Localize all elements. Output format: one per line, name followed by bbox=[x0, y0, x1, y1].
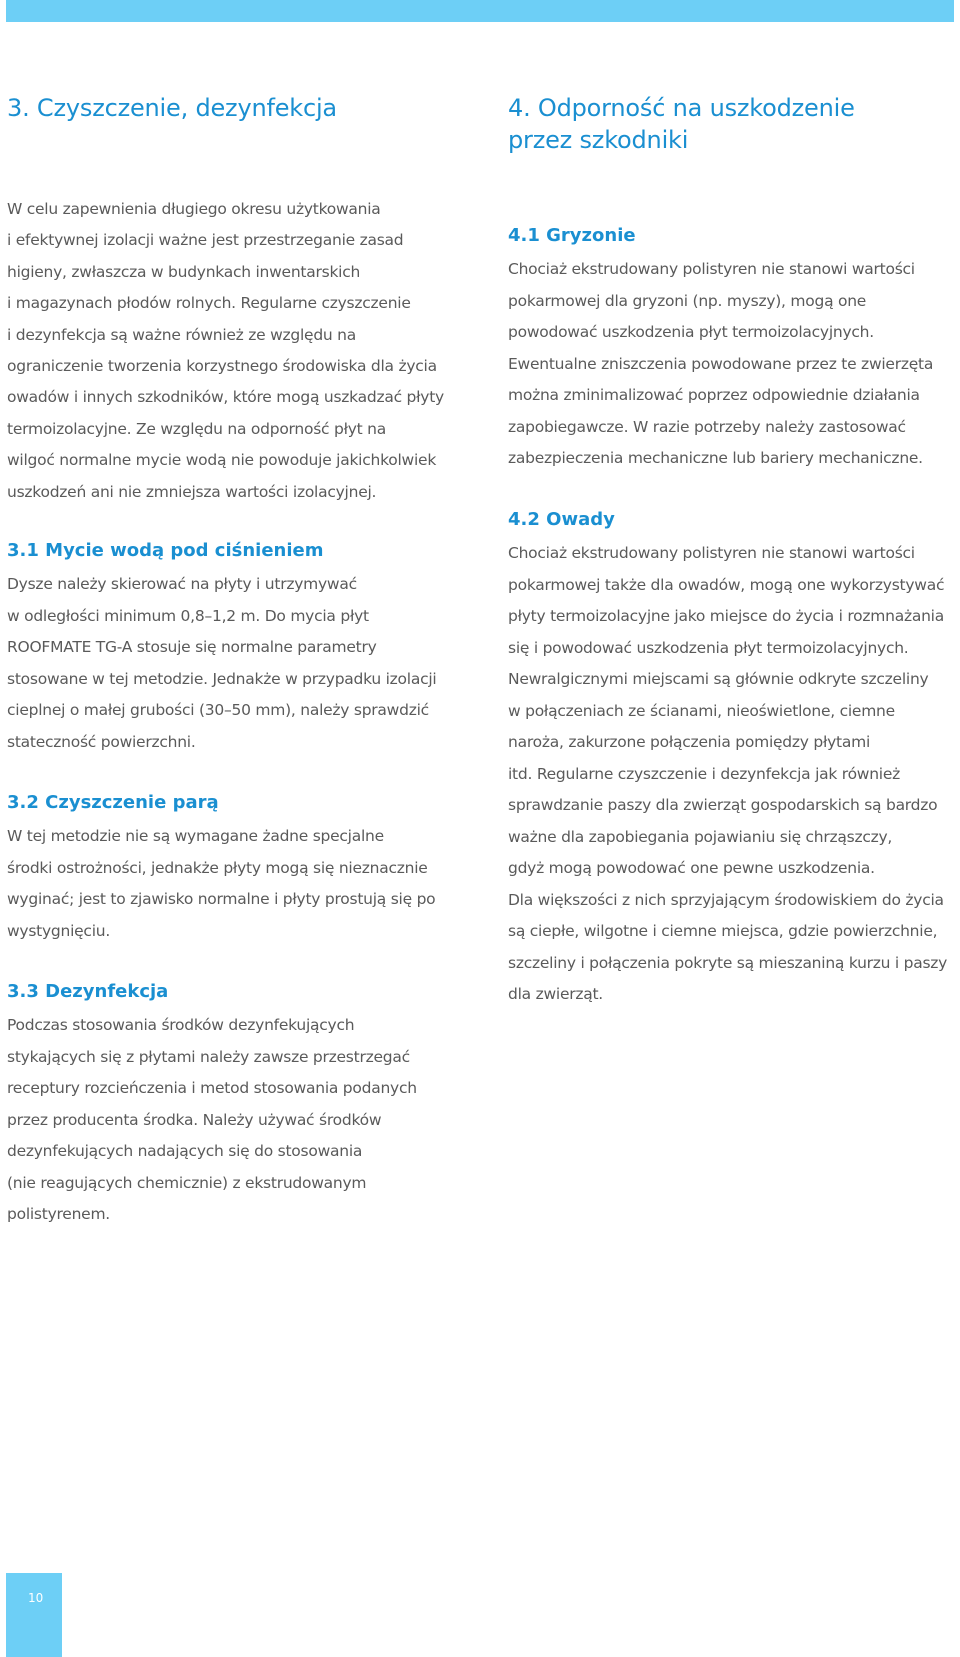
text-line: wystygnięciu. bbox=[7, 921, 111, 940]
text-line: się i powodować uszkodzenia płyt termoizolacyjnych. bbox=[508, 638, 909, 657]
text-line: Podczas stosowania środków dezynfekujących bbox=[7, 1016, 355, 1034]
text-line: gdyż mogą powodować one pewne uszkodzenia. bbox=[508, 859, 875, 877]
text-line: wilgoć normalne mycie wodą nie powoduje jakichkolwiek bbox=[7, 451, 437, 470]
text-line: powodować uszkodzenia płyt termoizolacyjnych. bbox=[508, 323, 874, 341]
text-line: są ciepłe, wilgotne i ciemne miejsca, gdzie powierzchnie, bbox=[508, 922, 938, 940]
text-line: higieny, zwłaszcza w budynkach inwentarskich bbox=[7, 262, 361, 281]
text-line: uszkodzeń ani nie zmniejsza wartości izolacyjnej. bbox=[7, 482, 377, 501]
text-line: ograniczenie tworzenia korzystnego środowiska dla życia bbox=[7, 357, 437, 376]
text-line: pokarmowej dla gryzoni (np. myszy), mogą one bbox=[508, 291, 867, 310]
section-3-2-title: 3.2 Czyszczenie parą bbox=[7, 792, 219, 813]
text-line: w odległości minimum 0,8–1,2 m. Do mycia płyt bbox=[7, 606, 369, 625]
text-line: naroża, zakurzone połączenia pomiędzy płytami bbox=[508, 733, 871, 751]
text-line: można zminimalizować poprzez odpowiednie działania bbox=[508, 386, 920, 404]
section-4-2-body bbox=[508, 538, 947, 1011]
text-line: Newralgicznymi miejscami są głównie odkryte szczeliny bbox=[508, 670, 929, 688]
text-line: pokarmowej także dla owadów, mogą one wykorzystywać bbox=[508, 575, 945, 594]
section-4-1-body bbox=[508, 254, 933, 475]
section-4-1-title: 4.1 Gryzonie bbox=[508, 225, 636, 246]
text-line: Dysze należy skierować na płyty i utrzymywać bbox=[7, 575, 357, 593]
top-accent-bar bbox=[6, 0, 954, 22]
text-line: ROOFMATE TG-A stosuje się normalne parametry bbox=[7, 638, 377, 656]
text-line: zabezpieczenia mechaniczne lub bariery mechaniczne. bbox=[508, 449, 923, 467]
text-line: i dezynfekcja są ważne również ze względu na bbox=[7, 325, 356, 344]
text-line: ważne dla zapobiegania pojawianiu się chrząszczy, bbox=[508, 827, 893, 846]
section-3-2-body bbox=[7, 821, 435, 947]
text-line: stosowane w tej metodzie. Jednakże w przypadku izolacji bbox=[7, 669, 437, 688]
section-3-1-body bbox=[7, 569, 436, 758]
text-line: płyty termoizolacyjne jako miejsce do życia i rozmnażania bbox=[508, 607, 944, 625]
section-3-1-title: 3.1 Mycie wodą pod ciśnieniem bbox=[7, 540, 324, 561]
text-line: (nie reagujących chemicznie) z ekstrudowanym bbox=[7, 1173, 367, 1192]
text-line: sprawdzanie paszy dla zwierząt gospodarskich są bardzo bbox=[508, 796, 938, 814]
page-number: 10 bbox=[28, 1591, 44, 1605]
text-line: Ewentualne zniszczenia powodowane przez te zwierzęta bbox=[508, 354, 934, 373]
text-line: w połączeniach ze ścianami, nieoświetlone, ciemne bbox=[508, 701, 895, 720]
text-line: przez producenta środka. Należy używać środków bbox=[7, 1110, 382, 1129]
text-line: i efektywnej izolacji ważne jest przestrzeganie zasad bbox=[7, 231, 404, 250]
text-line: polistyrenem. bbox=[7, 1205, 110, 1223]
text-line: W celu zapewnienia długiego okresu użytkowania bbox=[7, 200, 381, 218]
text-line: Dla większości z nich sprzyjającym środowiskiem do życia bbox=[508, 890, 944, 909]
text-line: termoizolacyjne. Ze względu na odporność płyt na bbox=[7, 419, 386, 438]
section-4-title-line-2: przez szkodniki bbox=[508, 126, 689, 154]
text-line: receptury rozcieńczenia i metod stosowania podanych bbox=[7, 1079, 417, 1097]
text-line: wyginać; jest to zjawisko normalne i płyty prostują się po bbox=[7, 890, 436, 908]
page-number-tab bbox=[6, 1573, 62, 1657]
text-line: szczeliny i połączenia pokryte są mieszaniną kurzu i paszy bbox=[508, 953, 948, 972]
text-line: dla zwierząt. bbox=[508, 985, 603, 1003]
text-line: stykających się z płytami należy zawsze przestrzegać bbox=[7, 1047, 410, 1066]
section-3-3-body bbox=[7, 1010, 417, 1231]
text-line: Chociaż ekstrudowany polistyren nie stanowi wartości bbox=[508, 544, 915, 562]
section-4-title-line-1: 4. Odporność na uszkodzenie bbox=[508, 94, 855, 122]
text-line: cieplnej o małej grubości (30–50 mm), należy sprawdzić bbox=[7, 701, 429, 719]
text-line: dezynfekujących nadających się do stosowania bbox=[7, 1142, 363, 1160]
text-line: owadów i innych szkodników, które mogą uszkadzać płyty bbox=[7, 388, 444, 407]
section-3-intro bbox=[7, 194, 444, 508]
text-line: i magazynach płodów rolnych. Regularne czyszczenie bbox=[7, 294, 411, 313]
section-4-2-title: 4.2 Owady bbox=[508, 509, 615, 530]
section-3-title: 3. Czyszczenie, dezynfekcja bbox=[7, 94, 337, 122]
text-line: Chociaż ekstrudowany polistyren nie stanowi wartości bbox=[508, 260, 915, 278]
text-line: itd. Regularne czyszczenie i dezynfekcja jak również bbox=[508, 764, 901, 783]
text-line: zapobiegawcze. W razie potrzeby należy zastosować bbox=[508, 417, 906, 436]
section-3-3-title: 3.3 Dezynfekcja bbox=[7, 981, 169, 1002]
text-line: W tej metodzie nie są wymagane żadne specjalne bbox=[7, 827, 384, 845]
text-line: środki ostrożności, jednakże płyty mogą się nieznacznie bbox=[7, 858, 428, 877]
text-line: stateczność powierzchni. bbox=[7, 732, 196, 751]
